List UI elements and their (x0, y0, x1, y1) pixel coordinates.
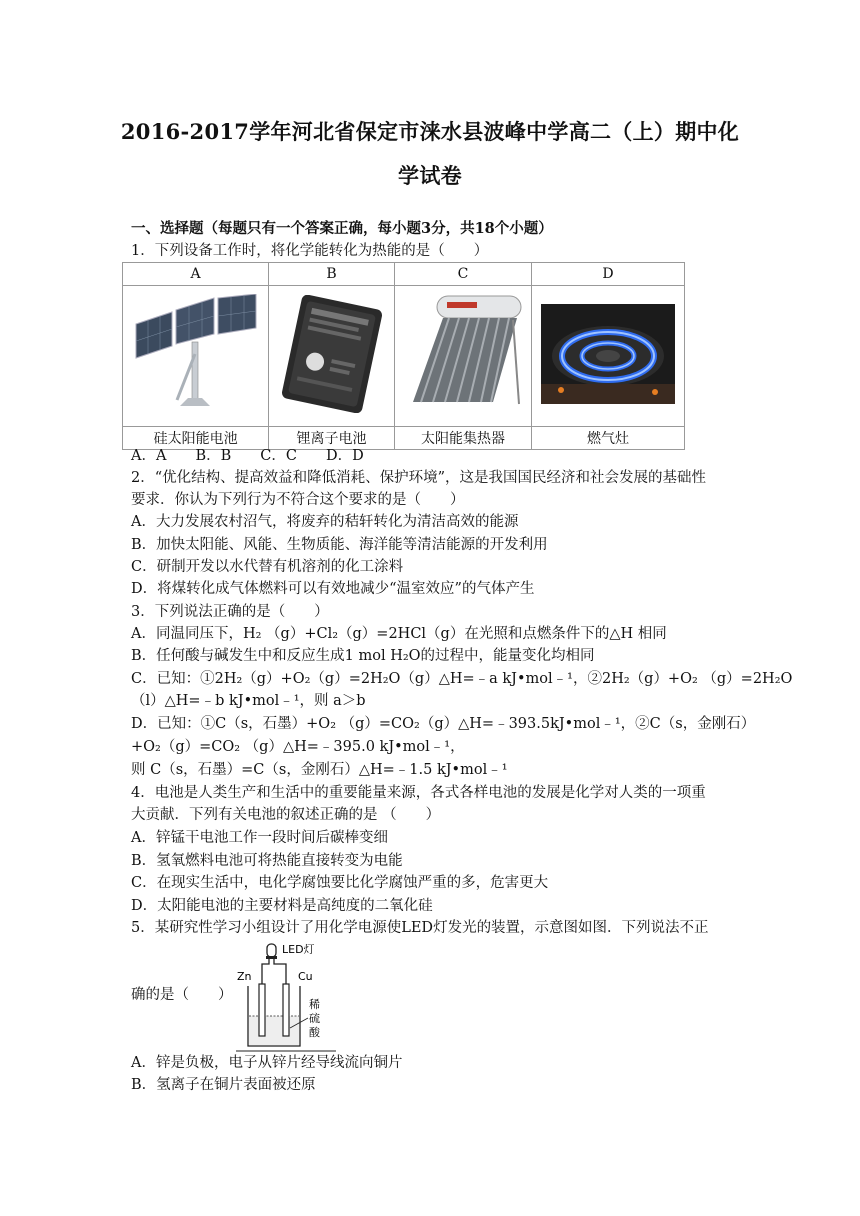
q5-option-b: B．氢离子在铜片表面被还原 (131, 1077, 316, 1093)
q5-option-a: A．锌是负极，电子从锌片经导线流向铜片 (131, 1055, 403, 1071)
q4-option-b: B．氢氧燃料电池可将热能直接转变为电能 (131, 853, 403, 869)
section-heading: 一、选择题（每题只有一个答案正确，每小题3分，共18个小题） (131, 220, 553, 237)
q1-header-b: B (269, 263, 395, 286)
q1-caption-c: 太阳能集热器 (394, 427, 531, 450)
q1-header-d: D (532, 263, 685, 286)
q1-image-cell-b (269, 286, 395, 427)
q4-stem-continued: 大贡献．下列有关电池的叙述正确的是 （ ） (131, 807, 441, 823)
q4-option-a: A．锌锰干电池工作一段时间后碳棒变细 (131, 830, 388, 846)
q3-stem: 3．下列说法正确的是（ ） (131, 604, 329, 620)
gas-stove-flame-image (541, 304, 675, 404)
acid-label-1: 稀 (309, 998, 320, 1011)
page-title: 2016-2017学年河北省保定市涞水县波峰中学高二（上）期中化 (120, 119, 740, 144)
zinc-electrode (259, 984, 265, 1036)
q1-header-a: A (123, 263, 269, 286)
q2-stem-continued: 要求．你认为下列行为不符合这个要求的是（ ） (131, 492, 465, 508)
q1-caption-d: 燃气灶 (532, 427, 685, 450)
zinc-label: Zn (237, 970, 252, 983)
q1-caption-b: 锂离子电池 (269, 427, 395, 450)
q1-caption-a: 硅太阳能电池 (123, 427, 269, 450)
q4-option-d: D．太阳能电池的主要材料是高纯度的二氧化硅 (131, 898, 433, 914)
q2-stem: 2．“优化结构、提高效益和降低消耗、保护环境”，这是我国国民经济和社会发展的基础性 (131, 470, 707, 486)
q3-option-d-continued: +O₂（g）=CO₂ （g）△H=﹣395.0 kJ•mol﹣¹， (131, 739, 465, 755)
q3-option-b: B．任何酸与碱发生中和反应生成1 mol H₂O的过程中，能量变化均相同 (131, 648, 595, 664)
q3-option-c: C．已知：①2H₂（g）+O₂（g）=2H₂O（g）△H=﹣a kJ•mol﹣¹，②2H₂（g）+O₂ （g）=2H₂O (131, 671, 793, 687)
q1-image-cell-d (532, 286, 685, 427)
q3-option-c-continued: （l）△H=﹣b kJ•mol﹣¹，则 a＞b (131, 693, 366, 709)
q1-option-table (122, 262, 685, 450)
acid-label-3: 酸 (309, 1026, 320, 1039)
led-label: LED灯 (282, 943, 315, 956)
copper-label: Cu (298, 970, 313, 983)
q2-option-d: D．将煤转化成气体燃料可以有效地减少“温室效应”的气体产生 (131, 581, 535, 597)
q4-stem: 4．电池是人类生产和生活中的重要能量来源，各式各样电池的发展是化学对人类的一项重 (131, 785, 706, 801)
page-title-continued: 学试卷 (398, 163, 462, 188)
q2-option-a: A．大力发展农村沼气，将废弃的秸轩转化为清洁高效的能源 (131, 514, 519, 530)
q3-option-d-conclusion: 则 C（s，石墨）=C（s，金刚石）△H=﹣1.5 kJ•mol﹣¹ (131, 762, 508, 778)
q2-option-b: B．加快太阳能、风能、生物质能、海洋能等清洁能源的开发利用 (131, 537, 548, 553)
q1-stem: 1．下列设备工作时，将化学能转化为热能的是（ ） (131, 243, 489, 259)
copper-electrode (283, 984, 289, 1036)
q1-options: A．A B．B C．C D．D (131, 448, 364, 464)
lithium-battery-image (277, 295, 387, 413)
led-galvanic-cell-diagram (236, 938, 336, 1056)
q3-option-a: A．同温同压下，H₂ （g）+Cl₂（g）=2HCl（g）在光照和点燃条件下的△H 相同 (131, 626, 667, 642)
q5-stem: 5．某研究性学习小组设计了用化学电源使LED灯发光的装置，示意图如图．下列说法不正 (131, 920, 709, 936)
q1-image-cell-a (123, 286, 269, 427)
q1-image-cell-c (394, 286, 531, 427)
q3-option-d: D．已知：①C（s，石墨）+O₂ （g）=CO₂（g）△H=﹣393.5kJ•mol﹣¹，②C（s，金刚石） (131, 716, 756, 732)
solar-water-heater-image (403, 292, 523, 416)
solar-panel-image (132, 294, 260, 414)
q1-header-c: C (394, 263, 531, 286)
q2-option-c: C．研制开发以水代替有机溶剂的化工涂料 (131, 559, 404, 575)
led-bulb-icon (267, 944, 276, 957)
q4-option-c: C．在现实生活中，电化学腐蚀要比化学腐蚀严重的多，危害更大 (131, 875, 549, 891)
q5-stem-continued: 确的是（ ） (131, 987, 233, 1003)
acid-label-2: 硫 (309, 1012, 320, 1025)
